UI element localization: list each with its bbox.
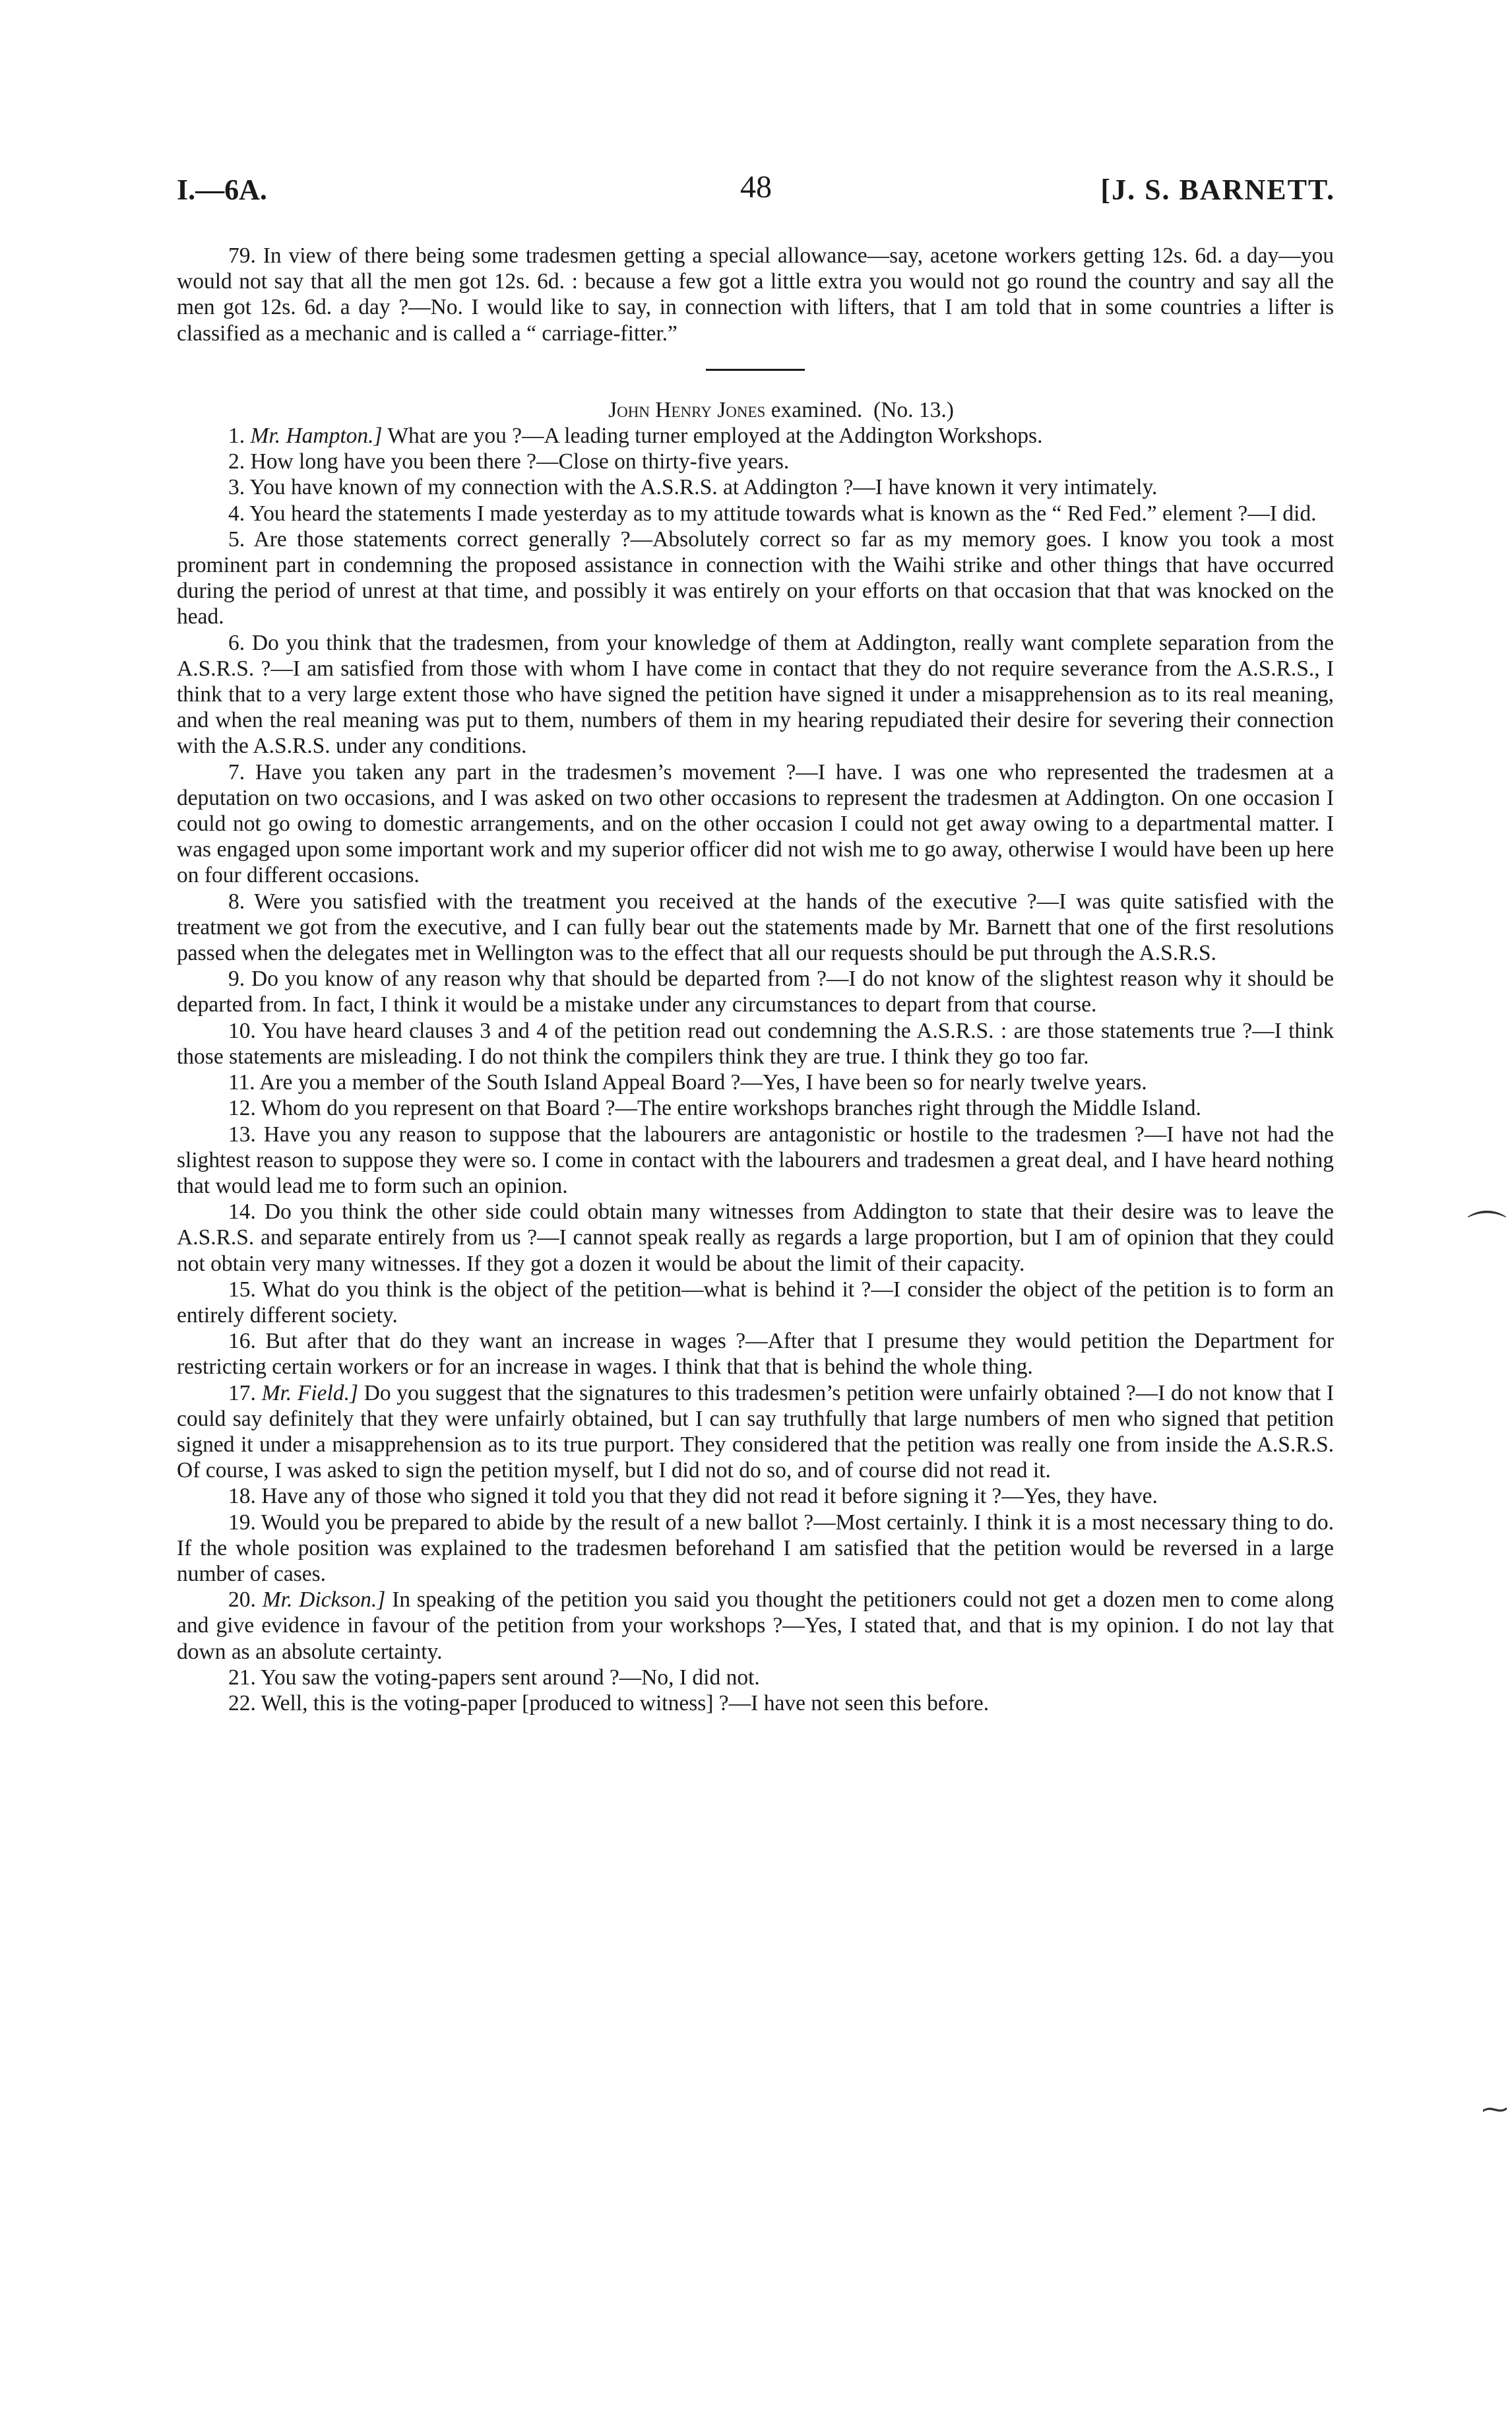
question-text: But after that do they want an increase in wages ?—After that I presume they would petition the Department for restricting certain workers or for an increase in wages. I think that that is behind the whole thing. <box>177 1329 1334 1380</box>
question-number: 21. <box>228 1665 256 1690</box>
question-paragraph <box>177 423 1334 449</box>
question-number: 16. <box>228 1329 256 1354</box>
question-paragraph <box>177 1199 1334 1277</box>
speaker-label: Mr. Dickson.] <box>262 1587 386 1613</box>
question-text: Have you any reason to suppose that the labourers are antagonistic or hostile to the tradesmen ?—I have not had the slightest reason to suppose they were so. I come in contact with the labourers and tradesmen a great deal, and I have heard nothing that would lead me to form such an opinion. <box>177 1122 1335 1198</box>
question-number: 2. <box>228 449 245 474</box>
question-paragraph <box>177 889 1334 967</box>
question-paragraph <box>177 501 1334 527</box>
question-paragraph <box>177 1122 1334 1200</box>
examined-label: examined. <box>771 397 863 422</box>
question-number: 11. <box>228 1070 255 1095</box>
question-text: Have you taken any part in the tradesmen’s movement ?—I have. I was one who represented the tradesmen at a deputation on two occasions, and I was asked on two other occasions to represent the tradesmen at Addington. On one occasion I could not go owing to domestic arrangements, and on the other occasion I could not get away owing to a departmental matter. I was engaged upon some important work and my superior officer did not wish me to go away, otherwise I would have been up here on four different occasions. <box>177 759 1334 888</box>
question-text: Whom do you represent on that Board ?—The entire workshops branches right through the Middle Island. <box>261 1096 1201 1121</box>
question-text: You heard the statements I made yesterday as to my attitude towards what is known as the “ Red Fed.” element ?—I did. <box>249 501 1317 526</box>
question-text: In view of there being some tradesmen getting a special allowance—say, acetone workers getting 12s. 6d. a day—you would not say that all the men got 12s. 6d. : because a few got a little extra you would not go round the country and say all the men got 12s. 6d. a day ?—No. I would like to say, in connection with lifters, that I am told that in some countries a lifter is classified as a mechanic and is called a “ carriage-fitter.” <box>177 243 1335 346</box>
examination-number: (No. 13.) <box>873 397 954 422</box>
margin-mark: ⌒ <box>1467 1208 1507 1254</box>
paper-reference: I.—6A. <box>177 174 267 206</box>
question-text: Are those statements correct generally ?—Absolutely correct so far as my memory goes. I know you took a most prominent part in condemning the proposed assistance in connection with the Waihi strike and other things that have occurred during the period of unrest at that time, and possibly it was entirely on your efforts on that occasion that that was knocked on the head. <box>177 527 1335 629</box>
question-number: 15. <box>228 1277 256 1302</box>
question-paragraph <box>177 1665 1334 1690</box>
question-text: Well, this is the voting-paper [produced to witness] ?—I have not seen this before. <box>261 1690 990 1715</box>
question-text: You saw the voting-papers sent around ?—No, I did not. <box>261 1665 760 1690</box>
question-paragraph <box>177 1690 1334 1716</box>
speaker-label: Mr. Hampton.] <box>250 424 383 449</box>
question-text: How long have you been there ?—Close on thirty-five years. <box>250 449 790 474</box>
question-number: 5. <box>228 527 245 552</box>
question-text: Do you think that the tradesmen, from your knowledge of them at Addington, really want complete separation from the A.S.R.S. ?—I am satisfied from those with whom I have come in contact that they do not require severance from the A.S.R.S., I think that to a very large extent those who have signed the petition have signed it under a misapprehension as to its real meaning, and when the real meaning was put to them, numbers of them in my hearing repudiated their desire for severing their connection with the A.S.R.S. under any conditions. <box>177 630 1334 759</box>
question-paragraph <box>177 449 1334 474</box>
continuation-paragraph <box>177 243 1334 346</box>
question-number: 7. <box>228 759 245 784</box>
question-text: Would you be prepared to abide by the result of a new ballot ?—Most certainly. I think it is a most necessary thing to do. If the whole position was explained to the tradesmen beforehand I am satisfied that the petition would be reversed in a large number of cases. <box>177 1510 1334 1586</box>
question-text: You have heard clauses 3 and 4 of the petition read out condemning the A.S.R.S. : are those statements true ?—I think those statements are misleading. I do not think the compilers think they are true. I think they go too far. <box>177 1018 1334 1069</box>
question-paragraph <box>177 1095 1334 1121</box>
question-paragraph <box>177 1380 1334 1484</box>
question-list <box>177 423 1334 1716</box>
question-number: 10. <box>228 1018 256 1043</box>
witness-running-head: [J. S. BARNETT. <box>1100 174 1335 206</box>
question-number: 1. <box>228 424 245 449</box>
question-paragraph <box>177 1587 1334 1665</box>
question-text: Are you a member of the South Island Appeal Board ?—Yes, I have been so for nearly twelve years. <box>259 1070 1147 1095</box>
question-text: Do you think the other side could obtain many witnesses from Addington to state that their desire was to leave the A.S.R.S. and separate entirely from us ?—I cannot speak really as regards a large proportion, but I am of opinion that they could not obtain very many witnesses. If they got a dozen it would be about the limit of their capacity. <box>177 1200 1334 1276</box>
question-number: 14. <box>228 1200 256 1225</box>
question-number: 3. <box>228 475 245 500</box>
question-number: 19. <box>228 1510 256 1535</box>
question-number: 18. <box>228 1484 256 1509</box>
speaker-label: Mr. Field.] <box>261 1380 358 1405</box>
question-paragraph <box>177 1483 1334 1509</box>
question-paragraph <box>177 527 1334 630</box>
question-paragraph <box>177 474 1334 500</box>
question-number: 9. <box>228 967 245 992</box>
question-number: 8. <box>228 889 245 914</box>
question-paragraph <box>177 1070 1334 1095</box>
question-text: What are you ?—A leading turner employed at the Addington Workshops. <box>387 424 1043 449</box>
question-paragraph <box>177 630 1334 759</box>
page-header <box>177 170 1335 212</box>
question-paragraph <box>177 759 1334 889</box>
question-text: Do you know of any reason why that should be departed from ?—I do not know of the slightest reason why it should be departed from. In fact, I think it would be a mistake under any circumstances to depart from that course. <box>177 967 1335 1017</box>
question-text: Do you suggest that the signatures to this tradesmen’s petition were unfairly obtained ?—I do not know that I could say definitely that they were unfairly obtained, but I can say truthfully that large numbers of men who signed that petition signed it under a misapprehension as to its true purport. They considered that the petition was really one from inside the A.S.R.S. Of course, I was asked to sign the petition myself, but I did not do so, and of course did not read it. <box>177 1380 1334 1483</box>
question-number: 17. <box>228 1380 256 1405</box>
page-number: 48 <box>740 170 772 205</box>
question-number: 79. <box>228 243 256 268</box>
section-divider <box>706 369 805 371</box>
question-text: In speaking of the petition you said you thought the petitioners could not get a dozen men to come along and give evidence in favour of the petition from your workshops ?—Yes, I stated that, and that is my opinion. I do not lay that down as an absolute certainty. <box>177 1587 1335 1664</box>
margin-mark: ⁓ <box>1482 2094 1508 2125</box>
page-body <box>177 243 1334 1716</box>
question-paragraph <box>177 966 1334 1017</box>
question-number: 20. <box>228 1587 256 1613</box>
question-text: What do you think is the object of the petition—what is behind it ?—I consider the object of the petition is to form an entirely different society. <box>177 1277 1334 1328</box>
question-text: You have known of my connection with the A.S.R.S. at Addington ?—I have known it very intimately. <box>249 475 1158 500</box>
question-paragraph <box>177 1018 1334 1070</box>
question-number: 6. <box>228 630 245 655</box>
question-text: Have any of those who signed it told you that they did not read it before signing it ?—Yes, they have. <box>261 1484 1158 1509</box>
witness-name: John Henry Jones <box>608 397 766 422</box>
question-number: 4. <box>228 501 245 526</box>
question-paragraph <box>177 1328 1334 1380</box>
question-text: Were you satisfied with the treatment you received at the hands of the executive ?—I was quite satisfied with the treatment we got from the executive, and I can fully bear out the statements made by Mr. Barnett that one of the first resolutions passed when the delegates met in Wellington was to the effect that all our requests should be put through the A.S.R.S. <box>177 889 1334 966</box>
question-number: 13. <box>228 1122 256 1147</box>
question-number: 12. <box>228 1096 256 1121</box>
question-paragraph <box>177 1277 1334 1328</box>
question-number: 22. <box>228 1690 256 1715</box>
examination-heading <box>177 397 1334 423</box>
question-paragraph <box>177 1510 1334 1587</box>
